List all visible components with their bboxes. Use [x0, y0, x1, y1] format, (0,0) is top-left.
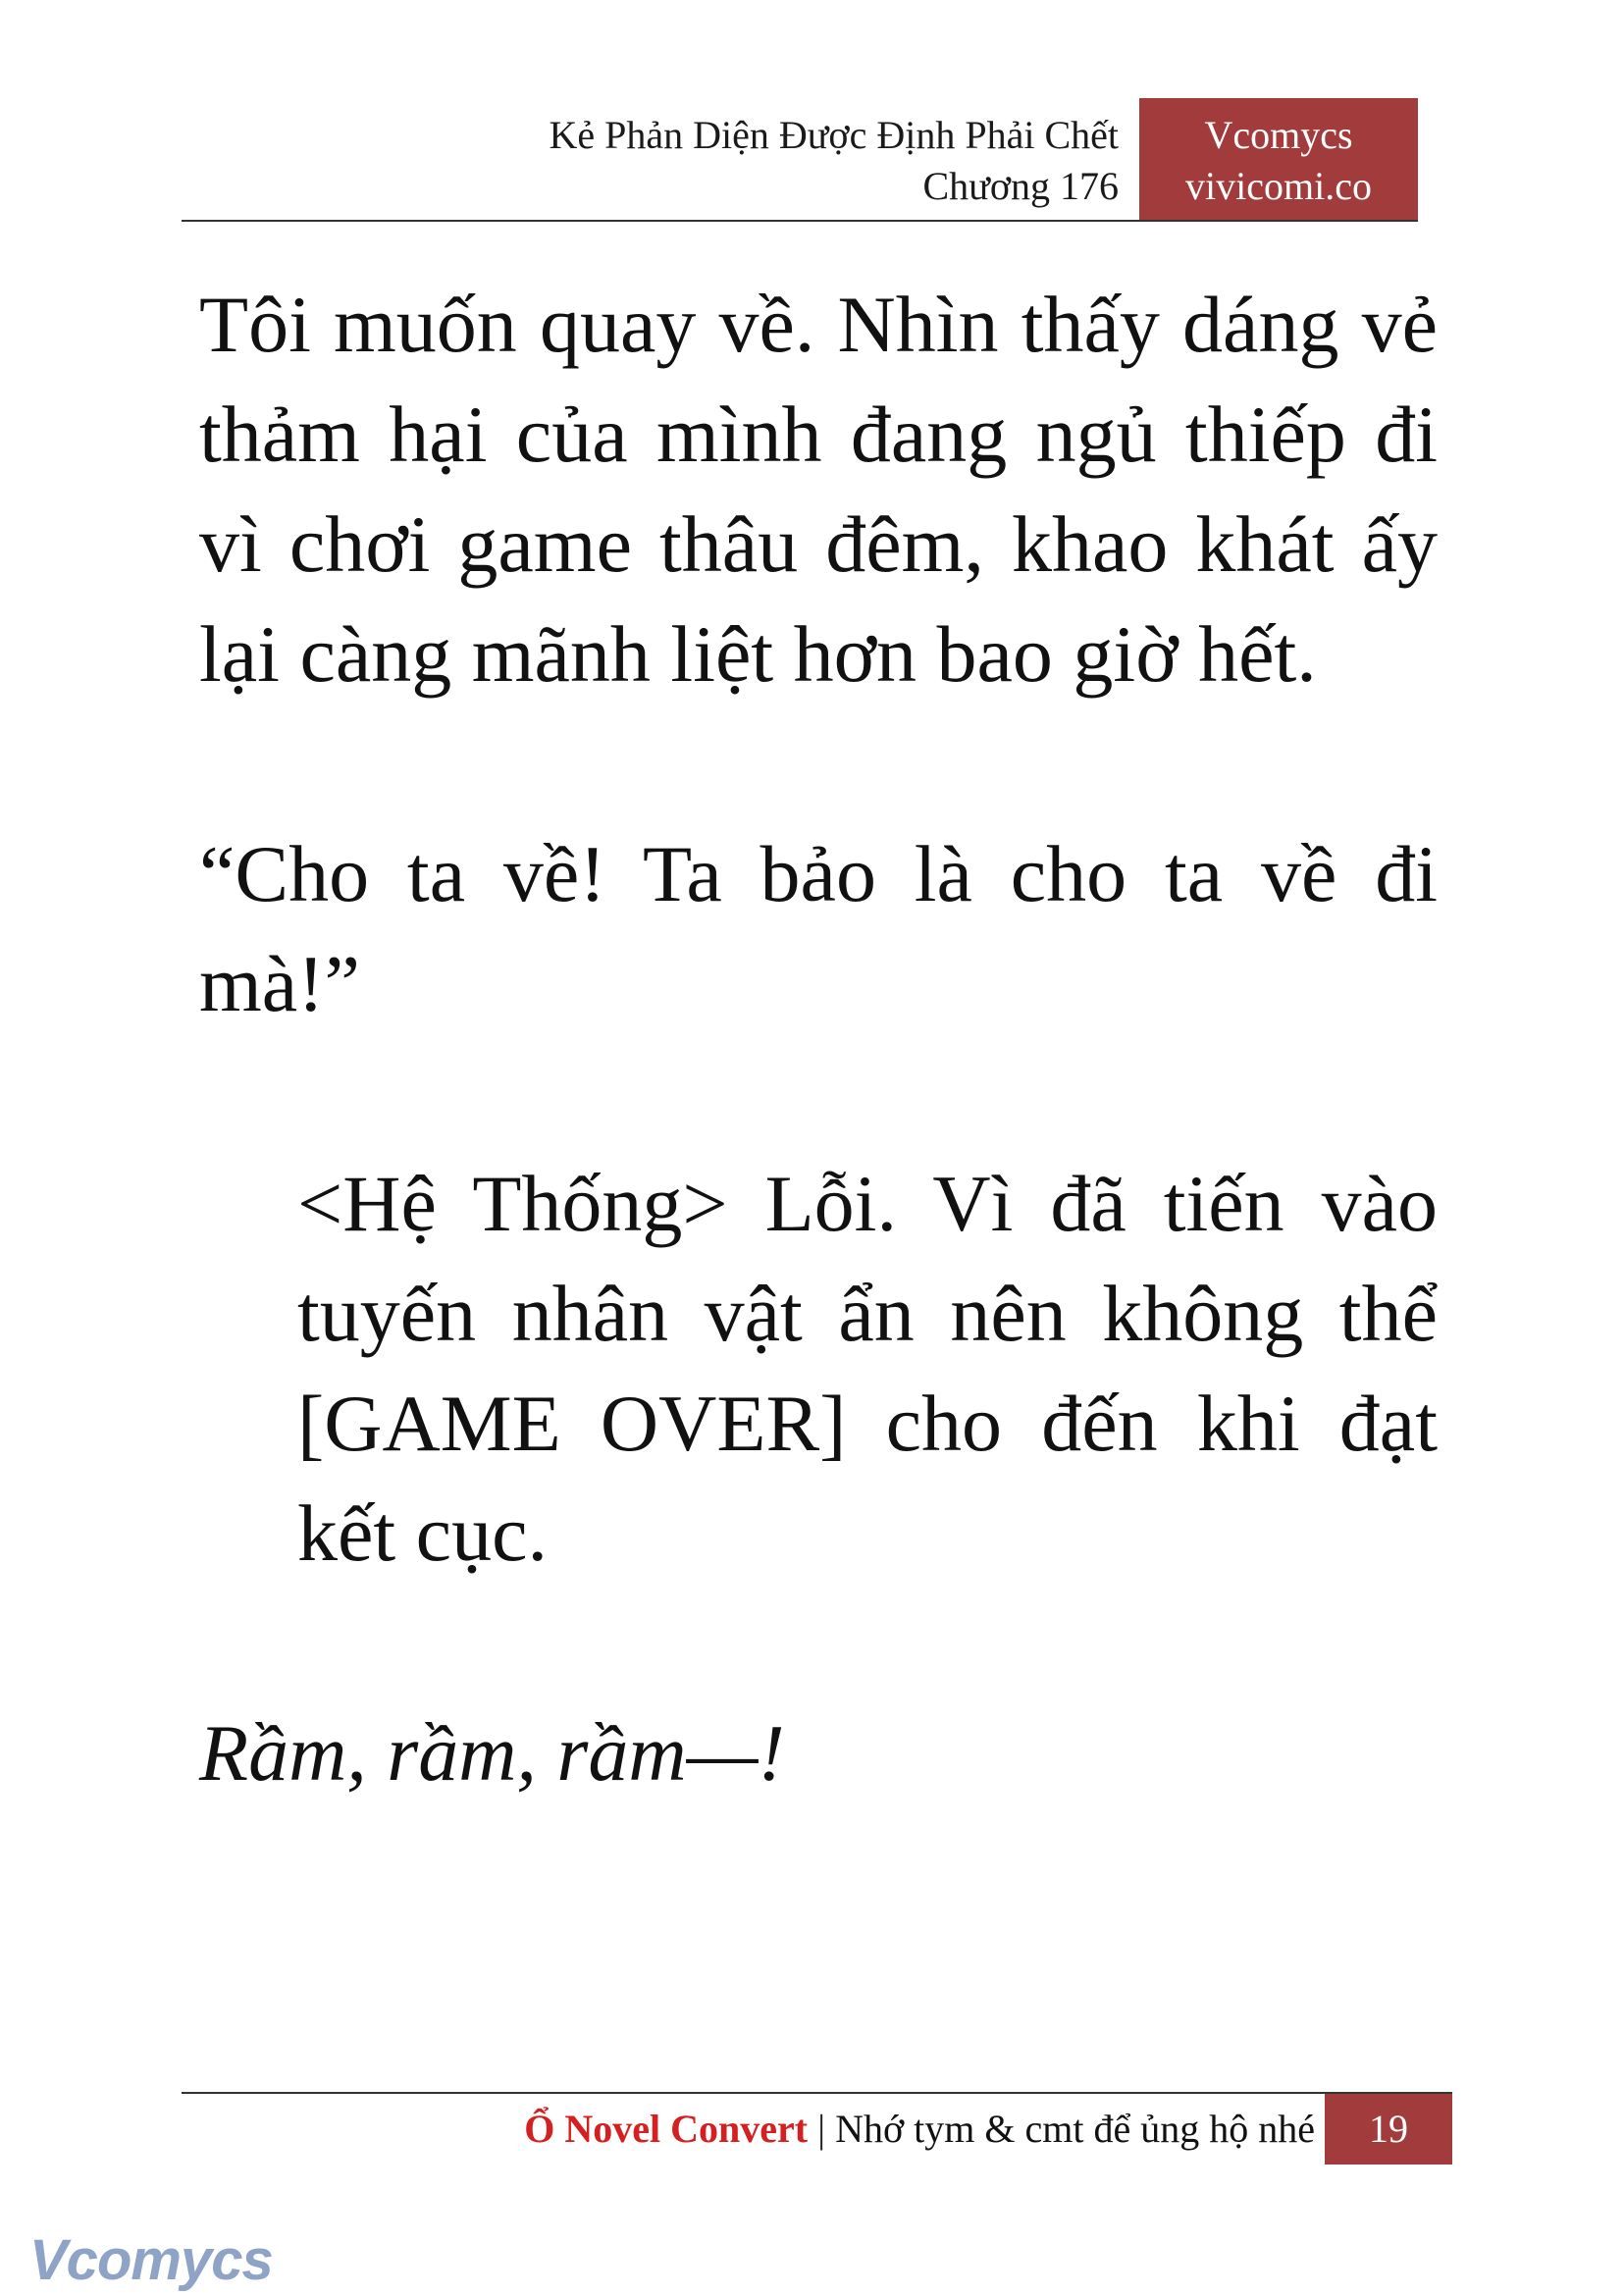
- paragraph-dialogue: “Cho ta về! Ta bảo là cho ta về đi mà!”: [199, 829, 1438, 1028]
- book-title: Kẻ Phản Diện Được Định Phải Chết: [549, 113, 1119, 157]
- footer-separator: |: [817, 2107, 826, 2151]
- page-header: [182, 98, 1418, 220]
- badge-site-url: vivicomi.co: [1185, 164, 1372, 208]
- footer-message: Nhớ tym & cmt để ủng hộ nhé: [835, 2107, 1315, 2151]
- chapter-label: Chương 176: [922, 164, 1119, 208]
- page-number: 19: [1325, 2094, 1452, 2165]
- header-divider: [182, 220, 1418, 222]
- site-badge: [1139, 98, 1418, 220]
- footer-brand: Ổ Novel Convert: [524, 2107, 809, 2151]
- badge-site-name: Vcomycs: [1204, 113, 1353, 157]
- paragraph-system-message: <Hệ Thống> Lỗi. Vì đã tiến vào tuyến nhân vật ẩn nên không thể [GAME OVER] cho đến khi đạt kết cục.: [297, 1159, 1438, 1578]
- chapter-body: [199, 270, 1438, 1808]
- header-text: [549, 110, 1119, 212]
- vcomycs-logo: Vcomycs: [29, 2228, 273, 2292]
- paragraph-sound-effect: Rầm, rầm, rầm—!: [199, 1708, 785, 1798]
- page-footer: [182, 2094, 1452, 2165]
- paragraph-narration: Tôi muốn quay về. Nhìn thấy dáng vẻ thảm hại của mình đang ngủ thiếp đi vì chơi game thâu đêm, khao khát ấy lại càng mãnh liệt hơn bao giờ hết.: [199, 280, 1438, 699]
- footer-text: [524, 2104, 1315, 2155]
